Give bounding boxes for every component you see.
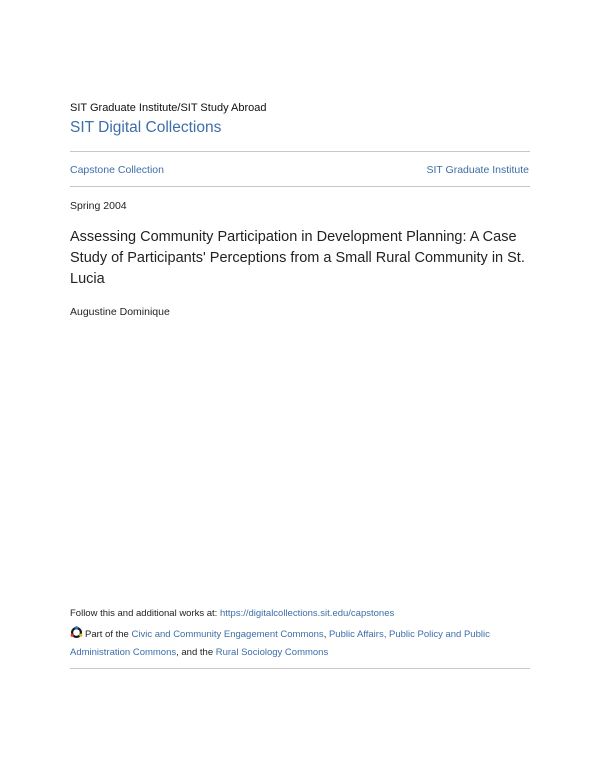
follow-url-link[interactable]: https://digitalcollections.sit.edu/capstones — [219, 608, 395, 619]
collection-link[interactable]: Capstone Collection — [70, 164, 164, 176]
commons-separator: , — [323, 629, 329, 640]
document-author: Augustine Dominique — [70, 306, 170, 318]
follow-prefix: Follow this and additional works at: — [70, 608, 220, 619]
institution-name: SIT Graduate Institute/SIT Study Abroad — [70, 102, 267, 114]
commons-link-public-affairs[interactable]: Public Affairs, Public Policy and Public Administration Commons — [70, 629, 490, 658]
commons-link-rural-sociology[interactable]: Rural Sociology Commons — [215, 647, 329, 658]
publication-date: Spring 2004 — [70, 200, 127, 212]
commons-separator-and: , and the — [176, 647, 216, 658]
bottom-divider — [70, 668, 530, 669]
parent-collection-link[interactable]: SIT Graduate Institute — [426, 164, 529, 176]
follow-line — [70, 608, 394, 619]
part-of-prefix: Part of the — [85, 629, 132, 640]
commons-link-civic[interactable]: Civic and Community Engagement Commons — [131, 629, 324, 640]
top-divider — [70, 151, 530, 152]
network-commons-icon — [70, 626, 83, 645]
repository-link[interactable]: SIT Digital Collections — [70, 119, 222, 136]
part-of-line — [70, 626, 532, 661]
document-title: Assessing Community Participation in Development Planning: A Case Study of Participants' Perceptions from a Small Rural Community in St. Lucia — [70, 229, 525, 287]
collection-divider — [70, 186, 530, 187]
